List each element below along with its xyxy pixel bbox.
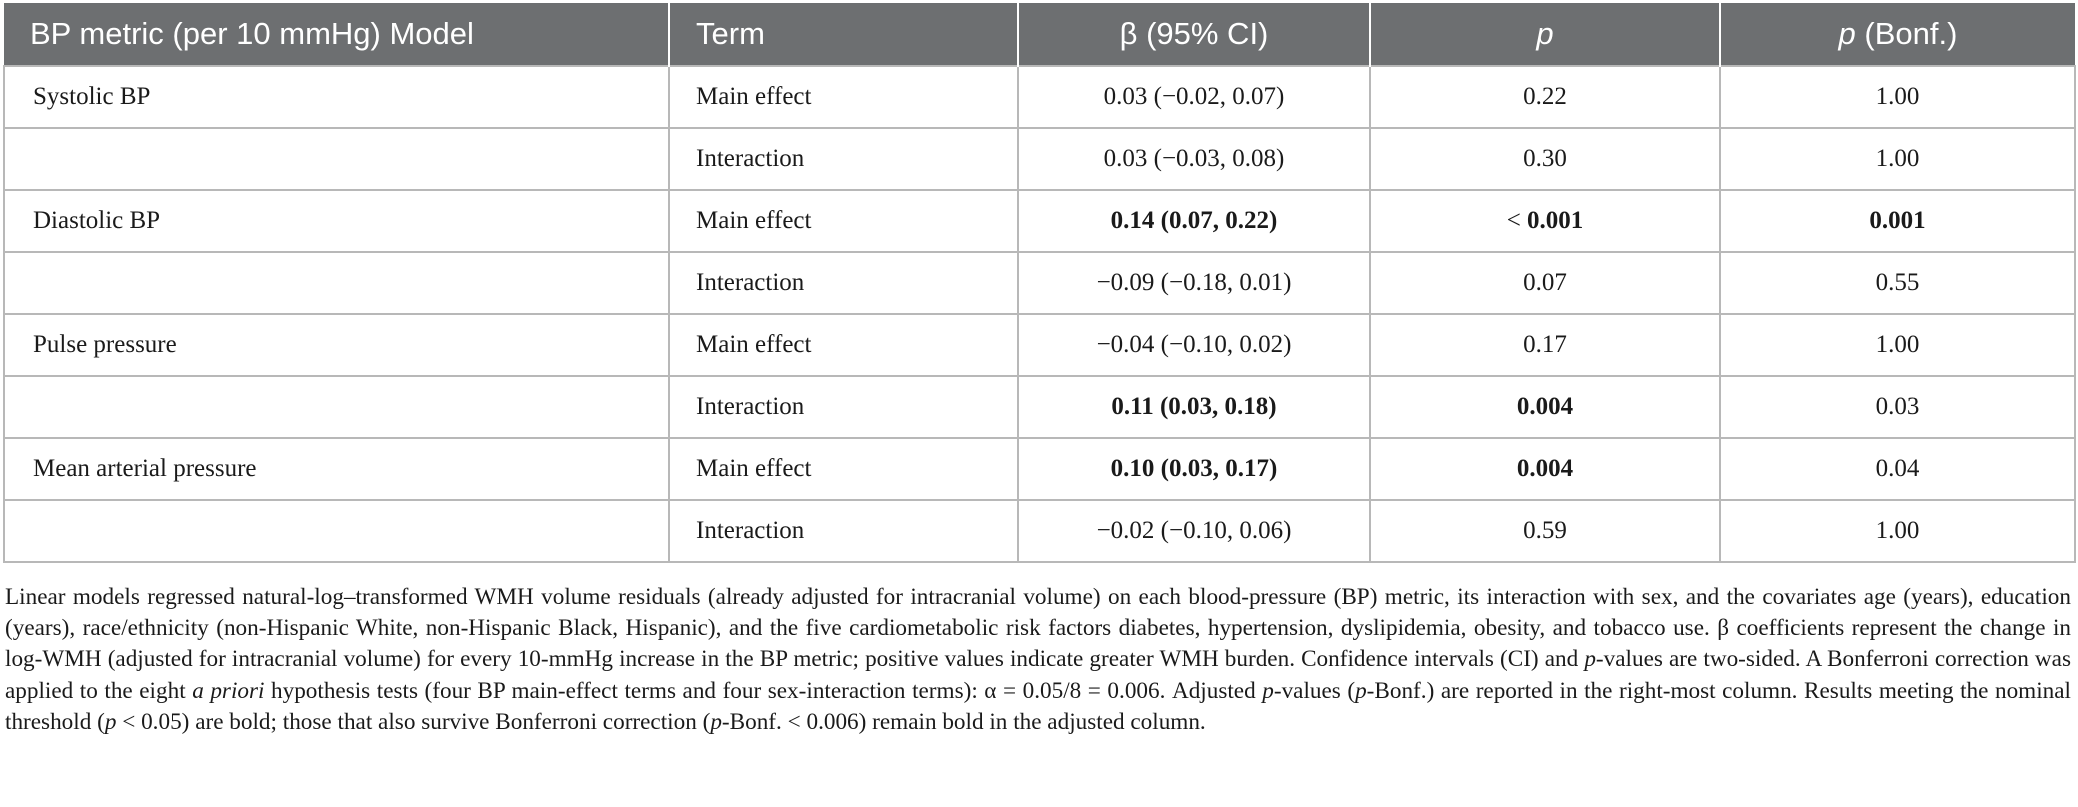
header-row bbox=[4, 3, 2075, 66]
cell-metric bbox=[4, 500, 669, 562]
footnote-p-italic: p bbox=[710, 708, 722, 735]
footnote-text: -Bonf. < 0.006) remain bold in the adjusted column. bbox=[721, 708, 1206, 735]
header-p-bonf-rest: (Bonf.) bbox=[1855, 16, 1958, 51]
table-header bbox=[4, 3, 2075, 66]
footnote-p-italic: p bbox=[1355, 677, 1367, 704]
cell-term: Interaction bbox=[669, 128, 1018, 190]
cell-term: Main effect bbox=[669, 66, 1018, 128]
cell-p bbox=[1370, 128, 1720, 190]
cell-p bbox=[1370, 314, 1720, 376]
cell-beta: −0.09 (−0.18, 0.01) bbox=[1018, 252, 1370, 314]
footnote-text: -Bonf.) are reported in the right-most column. Results meeting the nominal threshold ( bbox=[5, 677, 2071, 735]
cell-p-bonf: 1.00 bbox=[1720, 128, 2075, 190]
table-footnote bbox=[5, 582, 2071, 738]
cell-p-bonf: 0.55 bbox=[1720, 252, 2075, 314]
table-row bbox=[4, 500, 2075, 562]
cell-p-value: 0.07 bbox=[1523, 269, 1567, 296]
results-table bbox=[3, 3, 2076, 563]
cell-p bbox=[1370, 376, 1720, 438]
cell-beta: 0.03 (−0.02, 0.07) bbox=[1018, 66, 1370, 128]
cell-term: Main effect bbox=[669, 314, 1018, 376]
table-row bbox=[4, 66, 2075, 128]
cell-p-bonf: 1.00 bbox=[1720, 66, 2075, 128]
cell-metric: Diastolic BP bbox=[4, 190, 669, 252]
footnote-text: -values ( bbox=[1273, 677, 1356, 704]
cell-p-bonf: 0.001 bbox=[1720, 190, 2075, 252]
cell-beta: 0.03 (−0.03, 0.08) bbox=[1018, 128, 1370, 190]
cell-p-bonf: 1.00 bbox=[1720, 314, 2075, 376]
table-row bbox=[4, 252, 2075, 314]
cell-term: Interaction bbox=[669, 376, 1018, 438]
cell-p-bonf: 0.04 bbox=[1720, 438, 2075, 500]
table-row bbox=[4, 314, 2075, 376]
cell-p-bonf: 0.03 bbox=[1720, 376, 2075, 438]
footnote-text: Linear models regressed natural-log–transformed WMH volume residuals (already adjusted for intracranial volume) on each blood-pressure (BP) metric, its interaction with sex, and the covariates age (years), education (years), race/ethnicity (non-Hispanic White, non-Hispanic Black, Hispanic), and the five cardiometabolic risk factors diabetes, hypertension, dyslipidemia, obesity, and tobacco use. β coefficients represent the change in log-WMH (adjusted for intracranial volume) for every 10-mmHg increase in the BP metric; positive values indicate greater WMH burden. Confidence intervals (CI) and bbox=[5, 584, 2071, 673]
header-beta: β (95% CI) bbox=[1018, 3, 1370, 66]
cell-p-value: 0.004 bbox=[1516, 455, 1574, 482]
cell-beta: 0.11 (0.03, 0.18) bbox=[1018, 376, 1370, 438]
cell-p-bonf: 1.00 bbox=[1720, 500, 2075, 562]
cell-metric: Pulse pressure bbox=[4, 314, 669, 376]
header-term: Term bbox=[669, 3, 1018, 66]
cell-p-value: 0.22 bbox=[1523, 83, 1567, 110]
cell-metric bbox=[4, 252, 669, 314]
cell-beta: −0.02 (−0.10, 0.06) bbox=[1018, 500, 1370, 562]
cell-p bbox=[1370, 500, 1720, 562]
table-row bbox=[4, 190, 2075, 252]
cell-p-value: 0.17 bbox=[1523, 331, 1567, 358]
cell-term: Main effect bbox=[669, 438, 1018, 500]
footnote-p-italic: p bbox=[1262, 677, 1274, 704]
cell-beta: 0.10 (0.03, 0.17) bbox=[1018, 438, 1370, 500]
cell-p-value: 0.004 bbox=[1516, 393, 1574, 420]
footnote-p-italic: p bbox=[104, 708, 117, 735]
cell-p bbox=[1370, 252, 1720, 314]
cell-term: Interaction bbox=[669, 252, 1018, 314]
cell-p-prefix: < bbox=[1506, 207, 1528, 234]
table-row bbox=[4, 376, 2075, 438]
cell-p-value: 0.59 bbox=[1523, 517, 1567, 544]
header-p-bonf-italic: p bbox=[1838, 16, 1856, 51]
footnote-text: < 0.05) are bold; those that also survive Bonferroni correction ( bbox=[116, 708, 711, 735]
footnote-p-italic: p bbox=[1584, 646, 1596, 673]
cell-p bbox=[1370, 190, 1720, 252]
table-body bbox=[4, 66, 2075, 562]
header-metric: BP metric (per 10 mmHg) Model bbox=[4, 3, 669, 66]
footnote-a-priori: a priori bbox=[192, 677, 265, 704]
cell-beta: −0.04 (−0.10, 0.02) bbox=[1018, 314, 1370, 376]
cell-metric bbox=[4, 376, 669, 438]
table-row bbox=[4, 438, 2075, 500]
cell-metric: Mean arterial pressure bbox=[4, 438, 669, 500]
cell-p-value: 0.001 bbox=[1527, 207, 1584, 234]
header-p-bonf bbox=[1720, 3, 2075, 66]
cell-p-value: 0.30 bbox=[1523, 145, 1567, 172]
cell-term: Main effect bbox=[669, 190, 1018, 252]
cell-term: Interaction bbox=[669, 500, 1018, 562]
footnote-text: -values are two-sided. A Bonferroni correction was applied to the eight bbox=[5, 646, 2071, 704]
cell-metric: Systolic BP bbox=[4, 66, 669, 128]
cell-beta: 0.14 (0.07, 0.22) bbox=[1018, 190, 1370, 252]
header-p: p bbox=[1370, 3, 1720, 66]
cell-p bbox=[1370, 66, 1720, 128]
cell-p bbox=[1370, 438, 1720, 500]
table-row bbox=[4, 128, 2075, 190]
cell-metric bbox=[4, 128, 669, 190]
footnote-text: hypothesis tests (four BP main-effect terms and four sex-interaction terms): α = 0.05/8 = 0.006. Adjusted bbox=[264, 677, 1263, 704]
